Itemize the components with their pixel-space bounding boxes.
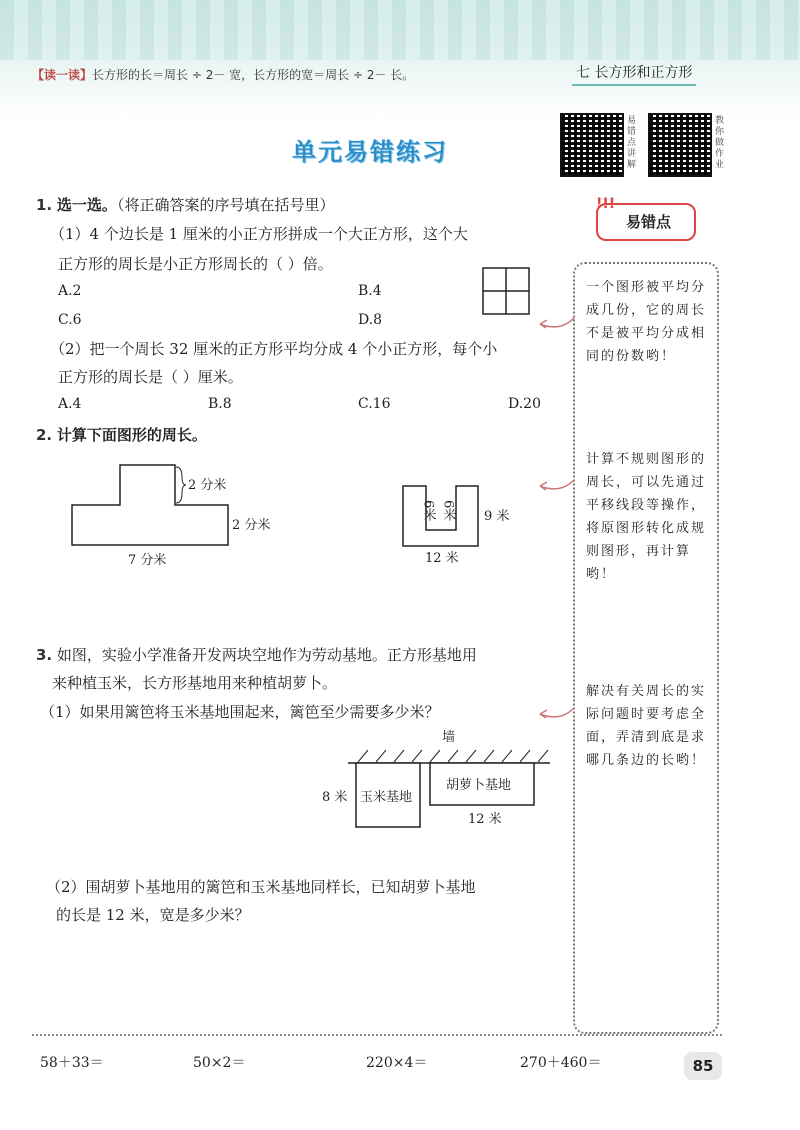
q1-sub1-line1: （1）4 个边长是 1 厘米的小正方形拼成一个大正方形，这个大: [50, 225, 468, 243]
q1-hint: （将正确答案的序号填在括号里）: [116, 196, 335, 214]
q2-number: 2.: [36, 426, 53, 444]
q2-title: 计算下面图形的周长。: [56, 426, 207, 444]
q2-figure-2: [398, 478, 528, 568]
unit-tag: 七 长方形和正方形: [572, 62, 696, 86]
fig1-bottom-label: 7 分米: [128, 553, 167, 568]
q1-number: 1.: [36, 196, 53, 214]
footer-calc-4: 270＋460＝: [520, 1055, 602, 1071]
q2-heading: [36, 424, 207, 446]
exclamation-icon: !!!: [596, 196, 616, 212]
wall-hatching: [358, 750, 548, 762]
fig2-inner-left-label: 6米: [420, 500, 436, 522]
page-title: 单元易错练习: [292, 138, 448, 166]
qr-code-icon[interactable]: [560, 113, 624, 177]
tip-1: 一个图形被平均分成几份，它的周长不是被平均分成相同的份数哟！: [586, 280, 707, 364]
q3-text-line2: 来种植玉米，长方形基地用来种植胡萝卜。: [52, 674, 338, 692]
q1-title: 选一选。: [56, 196, 117, 214]
footer-calc-3: 220×4＝: [366, 1055, 428, 1071]
footer-divider: [32, 1034, 722, 1036]
arrow-icon: [530, 312, 576, 332]
q3-figure: [318, 725, 558, 840]
q2-figure-1: [60, 455, 290, 570]
footer-calc-2: 50×2＝: [193, 1055, 246, 1071]
tips-sidebar: [573, 262, 719, 1034]
q1-heading: [36, 194, 334, 216]
fig2-bottom-label: 12 米: [425, 551, 459, 566]
q1-sub2-option-d[interactable]: D.20: [508, 396, 541, 412]
read-banner-text: 长方形的长＝周长 ÷ 2－ 宽，长方形的宽＝周长 ÷ 2－ 长。: [92, 68, 415, 82]
q1-sub2-line1: （2）把一个周长 32 厘米的正方形平均分成 4 个小正方形，每个小: [50, 340, 498, 358]
fig1-right-side-label: 2 分米: [232, 518, 271, 533]
q1-sub1-option-d[interactable]: D.8: [358, 312, 383, 328]
qr-caption-homework: 教你做作业: [715, 116, 725, 170]
q1-sub2-line2: 正方形的周长是（ ）厘米。: [58, 368, 243, 386]
error-badge-label: 易错点: [626, 213, 672, 231]
footer-calc-1: 58＋33＝: [40, 1055, 104, 1071]
arrow-icon: [530, 474, 576, 494]
q1-sub1-option-b[interactable]: B.4: [358, 283, 382, 299]
fig2-inner-right-label: 6米: [440, 500, 456, 522]
q3-number: 3.: [36, 646, 53, 664]
read-banner-tag: 【读一读】: [32, 68, 93, 82]
q1-sub2-option-b[interactable]: B.8: [208, 396, 232, 412]
q3-sub1: （1）如果用篱笆将玉米基地围起来，篱笆至少需要多少米？: [40, 703, 440, 721]
q3-corn-label: 玉米基地: [360, 790, 413, 805]
q3-wall-label: 墙: [442, 730, 456, 745]
q3-sub2-line1: （2）围胡萝卜基地用的篱笆和玉米基地同样长，已知胡萝卜基地: [46, 878, 476, 896]
fig1-top-step-label: 2 分米: [188, 478, 227, 493]
q3-text-line1: 如图，实验小学准备开发两块空地作为劳动基地。正方形基地用: [56, 646, 477, 664]
q3-bottom-label: 12 米: [468, 812, 502, 827]
q1-sub1-option-a[interactable]: A.2: [58, 283, 82, 299]
header-wave-decoration: [0, 0, 800, 60]
four-squares-figure: [482, 267, 530, 315]
q1-sub1-line2: 正方形的周长是小正方形周长的（ ）倍。: [58, 255, 333, 273]
q3-line1: [36, 644, 477, 666]
q1-sub2-option-a[interactable]: A.4: [58, 396, 82, 412]
arrow-icon: [530, 702, 576, 722]
read-banner: [32, 66, 552, 88]
q3-sub2-line2: 的长是 12 米，宽是多少米？: [56, 906, 250, 924]
tip-2: 计算不规则图形的周长，可以先通过平移线段等操作，将原图形转化成规则图形，再计算哟！: [586, 452, 707, 582]
page-number: 85: [684, 1052, 722, 1080]
header-band: [0, 0, 800, 120]
qr-caption-errors: 易错点讲解: [627, 116, 637, 170]
tip-3: 解决有关周长的实际问题时要考虑全面，弄清到底是求哪几条边的长哟！: [586, 684, 707, 768]
q3-left-side-label: 8 米: [322, 790, 348, 805]
q1-sub1-option-c[interactable]: C.6: [58, 312, 82, 328]
qr-code-icon[interactable]: [648, 113, 712, 177]
q1-sub2-option-c[interactable]: C.16: [358, 396, 391, 412]
q3-carrot-label: 胡萝卜基地: [446, 778, 512, 793]
fig2-right-label: 9 米: [484, 509, 510, 524]
